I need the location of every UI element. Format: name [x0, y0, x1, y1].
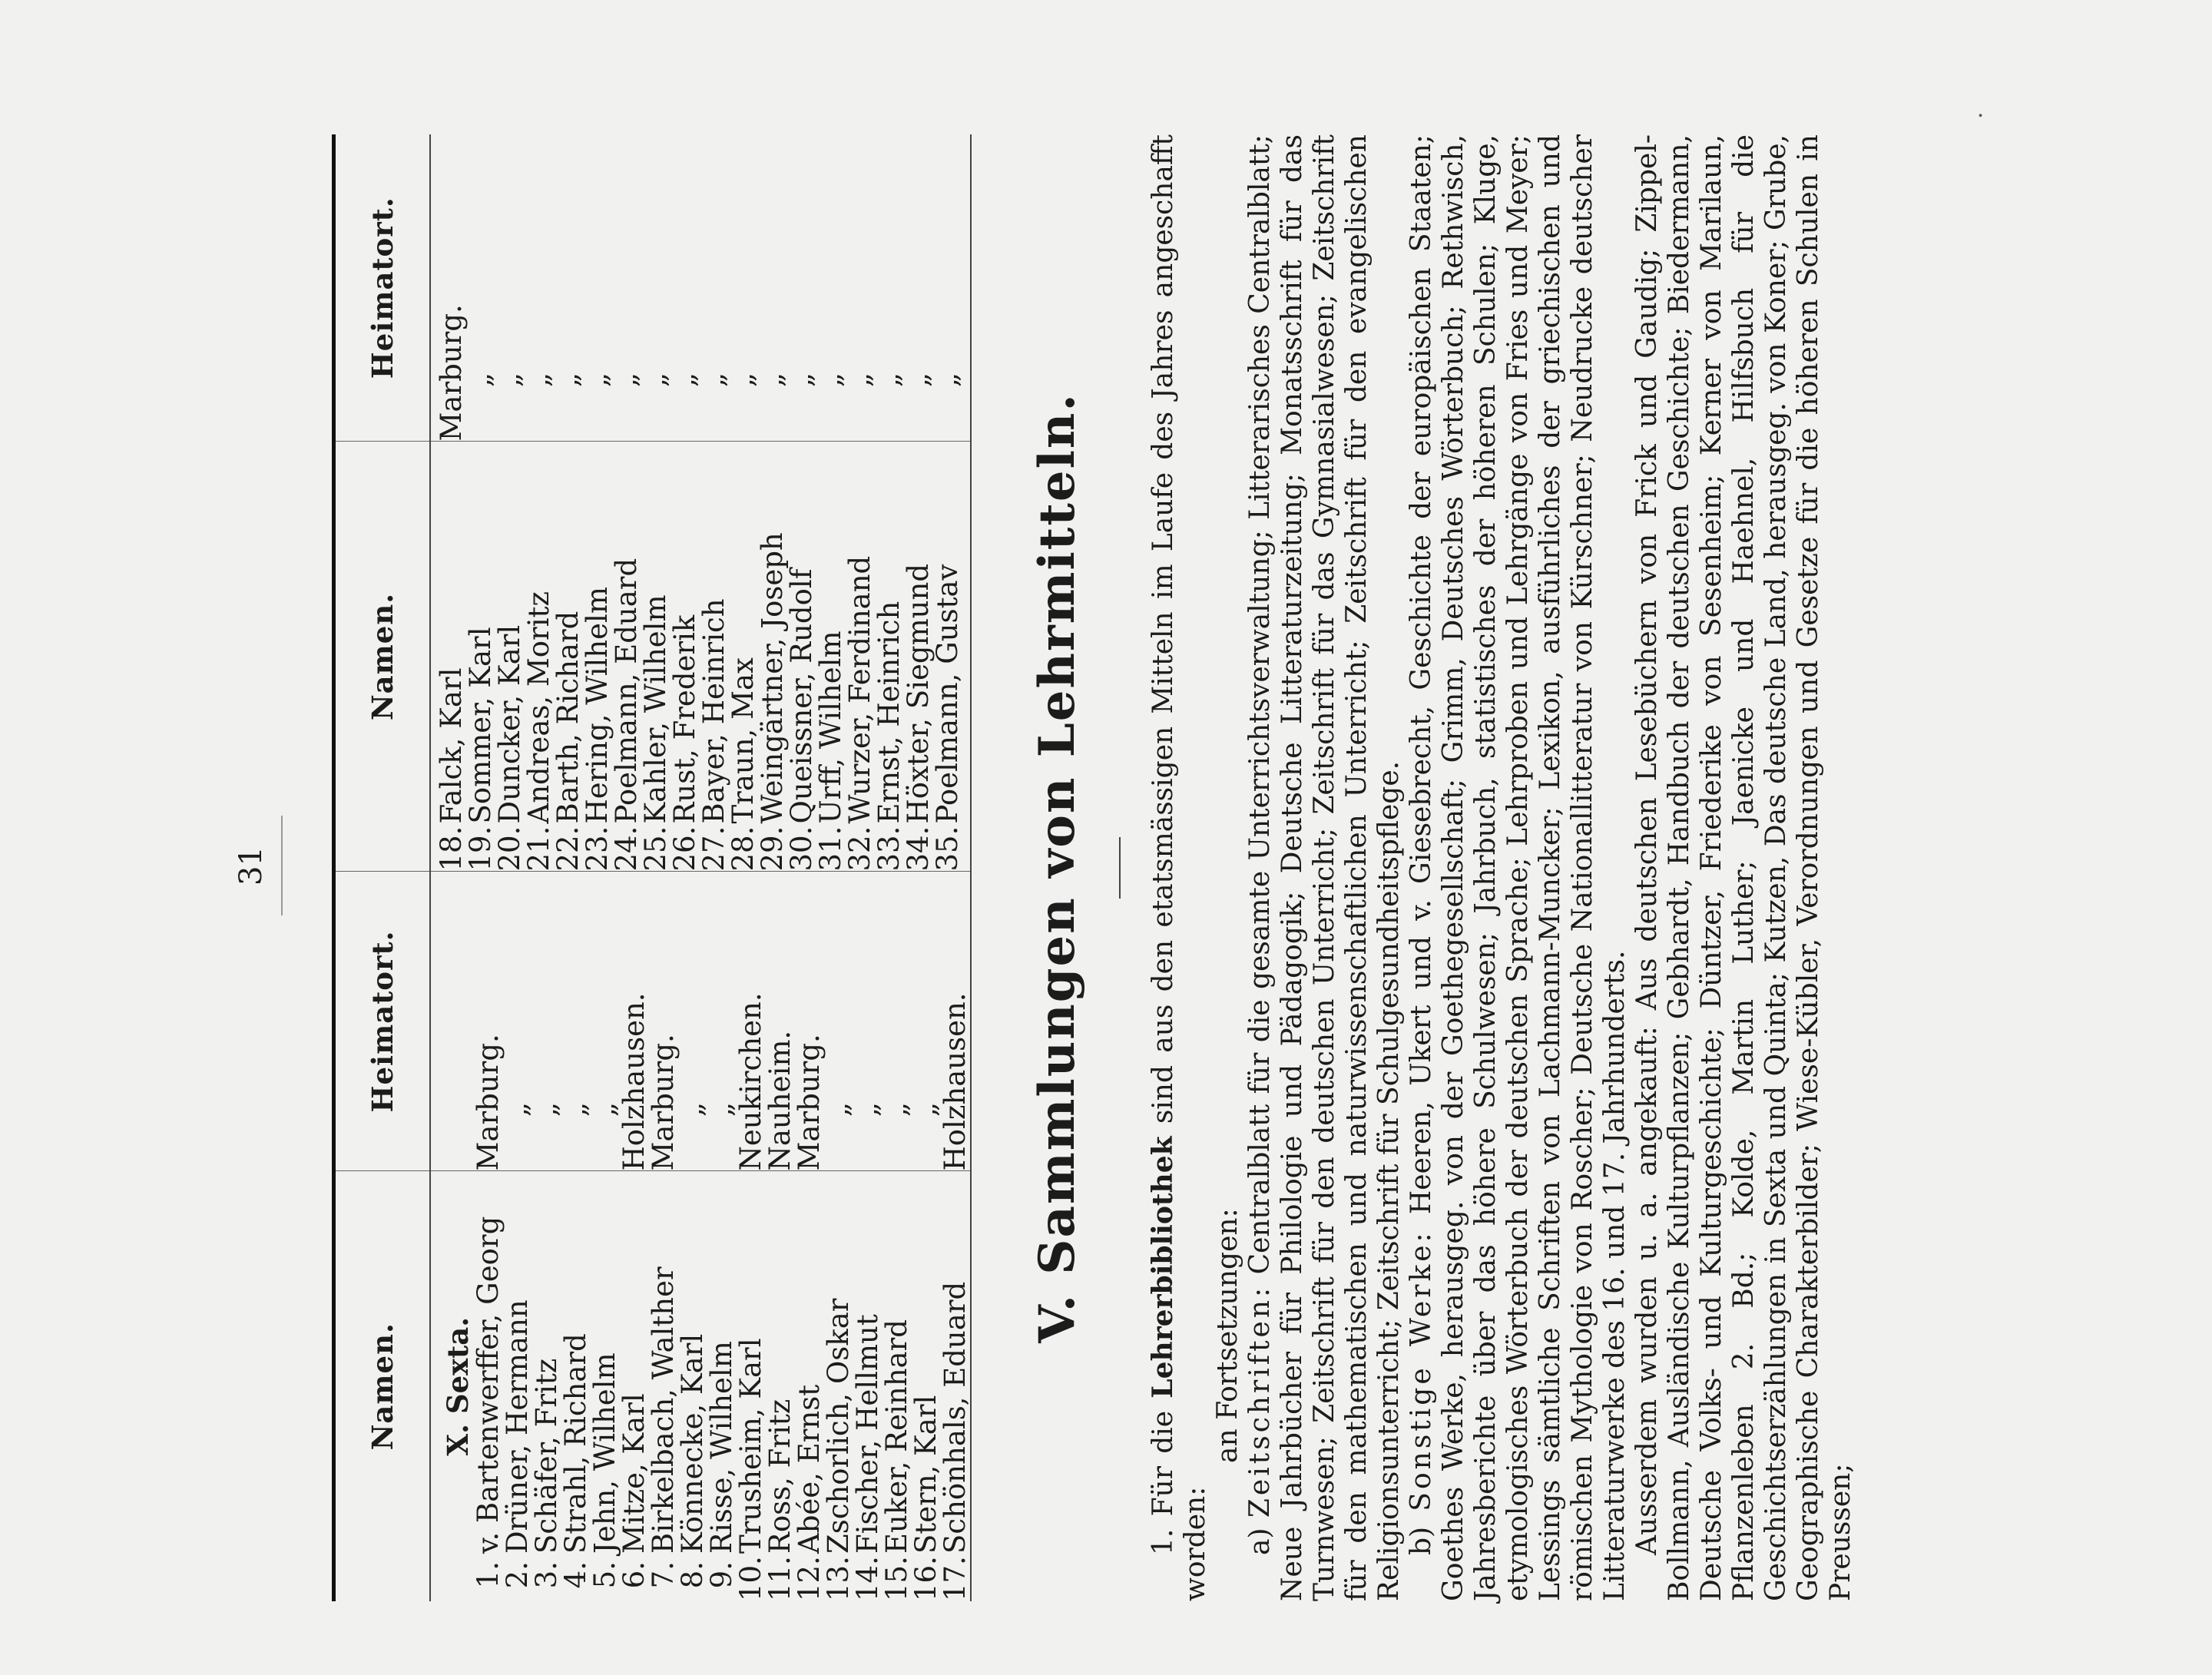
student-name: Duncker, Karl [493, 624, 526, 824]
table-row-name [612, 442, 641, 872]
row-number: 30. [785, 826, 818, 872]
student-name: Falck, Karl [435, 667, 468, 824]
table-row-name [909, 1172, 942, 1602]
left-names-cell [430, 1171, 971, 1601]
table-row-hometown [668, 134, 701, 442]
table-row-name [763, 1172, 796, 1602]
table-row-hometown [561, 872, 591, 1171]
row-number: 9. [705, 1561, 738, 1589]
hometown: „ [880, 1101, 913, 1117]
table-row-name [437, 442, 466, 872]
table-row-name [824, 1172, 853, 1602]
header-home-right: Heimatort. [366, 197, 399, 379]
student-name: Abée, Ernst [793, 1384, 826, 1554]
table-row-hometown [843, 134, 876, 442]
row-number: 31. [814, 826, 847, 872]
table-row-hometown [795, 872, 824, 1171]
table-row-hometown [758, 134, 787, 442]
table-row-hometown [612, 134, 641, 442]
table-row-hometown [620, 872, 649, 1171]
table-row-hometown [816, 134, 846, 442]
student-name: Urff, Wilhelm [814, 631, 847, 824]
student-name: Andreas, Moritz [522, 591, 555, 824]
row-number: 15. [880, 1556, 913, 1601]
header-names-right: Namen. [334, 442, 431, 872]
row-number: 5. [588, 1561, 621, 1589]
table-row-name [522, 442, 555, 872]
row-number: 26. [668, 826, 701, 872]
row-number: 32. [843, 826, 876, 872]
right-home-cell [430, 134, 971, 442]
table-row-hometown [678, 872, 707, 1171]
table-row-name [875, 442, 904, 872]
table-row-hometown [787, 134, 816, 442]
paragraph-other-works: b) Sonstige Werke: Heeren, Ukert und v. Giesebrecht, Geschichte der europäischen Staaten; Goethes Werke, herausgeg. von der Goethegesellschaft; Grimm, Deutsches Wörterbuch; Rethwisch, Jahresberichte über das höhere Schulwesen; Jahrbuch, statistisches der höheren Schulen; Kluge, etymologisches Wörterbuch der deutschen Sprache; Lehrproben und Lehrgänge von Fries und Meyer; Lessings sämtliche Schriften von Lachmann-Muncker; Lexikon, ausführliches der griechischen und römischen Mythologie von Roscher; Deutsche Nationallitteratur von Kürschner; Neudrucke deutscher Litteraturwerke des 16. und 17. Jahrhunderts. [1406, 134, 1631, 1601]
table-row-name [474, 1172, 503, 1602]
table-row-hometown [729, 134, 758, 442]
table-row-name [561, 1172, 591, 1602]
page-number: 31 [233, 846, 269, 885]
continuations-subhead: an Fortsetzungen: [1212, 1208, 1243, 1463]
student-name: Traun, Max [727, 657, 760, 824]
table-row-hometown [583, 134, 612, 442]
table-row-hometown [649, 872, 678, 1171]
student-name: Weingärtner, Joseph [756, 532, 789, 824]
hometown: „ [843, 372, 876, 388]
table-row-name [882, 1172, 912, 1602]
row-number: 2. [501, 1561, 534, 1589]
row-number: 24. [610, 826, 643, 872]
table-row-hometown [474, 872, 503, 1171]
student-name: Hering, Wilhelm [581, 587, 614, 824]
hometown: Neukirchen. [734, 992, 767, 1171]
row-number: 19. [464, 826, 497, 872]
hometown: „ [705, 1101, 738, 1117]
row-number: 28. [727, 826, 760, 872]
table-row-hometown [503, 872, 532, 1171]
table-row-hometown [933, 134, 962, 442]
table-row-name [816, 442, 846, 872]
collections-section [1027, 134, 1857, 1601]
section-title: V. Sammlungen von Lehrmitteln. [1028, 392, 1086, 1343]
left-home-cell [430, 872, 971, 1171]
table-row-hometown [941, 872, 970, 1171]
table-row-hometown [495, 134, 525, 442]
row-number: 33. [873, 826, 906, 872]
table-row-name [941, 1172, 970, 1602]
student-name: Rust, Frederik [668, 614, 701, 824]
right-home-list [437, 134, 962, 442]
teacher-library-term: Lehrerbibliothek [1147, 1136, 1179, 1399]
hometown: „ [814, 372, 847, 388]
table-row-name [933, 442, 962, 872]
row-number: 27. [697, 826, 730, 872]
student-name: Ross, Fritz [763, 1399, 796, 1554]
table-row-name [787, 442, 816, 872]
student-name: Stern, Karl [909, 1395, 942, 1554]
table-row-name [466, 442, 495, 872]
hometown: „ [873, 372, 906, 388]
paragraph-teacher-library: 1. Für die Lehrerbibliothek sind aus den etatsmässigen Mitteln im Laufe des Jahres angeschafft worden: [1147, 134, 1211, 1601]
hometown: „ [851, 1101, 884, 1117]
row-number: 29. [756, 826, 789, 872]
table-row-name [583, 442, 612, 872]
table-row-hometown [466, 134, 495, 442]
hometown: Holzhausen. [618, 992, 651, 1171]
student-name: Ernst, Heinrich [873, 601, 906, 824]
student-name: Wurzer, Ferdinand [843, 555, 876, 824]
hometown: „ [676, 1101, 709, 1117]
student-name: Euker, Reinhard [880, 1319, 913, 1554]
table-row-name [551, 442, 584, 872]
student-name: Schäfer, Fritz [530, 1358, 563, 1554]
hometown: „ [501, 1101, 534, 1117]
row-number: 17. [939, 1556, 972, 1601]
student-name: Birkelbach, Walther [647, 1266, 680, 1554]
student-name: Zschorlich, Oskar [822, 1298, 855, 1554]
row-number: 4. [559, 1561, 592, 1589]
table-row-hometown [532, 872, 561, 1171]
student-name: v. Bartenwerffer, Georg [472, 1216, 505, 1554]
left-home-list [474, 872, 970, 1171]
hometown: Marburg. [472, 1034, 505, 1171]
hometown: „ [493, 372, 526, 388]
hometown: „ [785, 372, 818, 388]
student-name: Risse, Wilhelm [705, 1341, 738, 1554]
hometown: „ [581, 372, 614, 388]
table-row-name [668, 442, 701, 872]
row-number: 35. [931, 826, 964, 872]
hometown: „ [902, 372, 935, 388]
table-row-name [532, 1172, 561, 1602]
row-number: 14. [851, 1556, 884, 1601]
table-row-hometown [734, 872, 767, 1171]
hometown: „ [464, 372, 497, 388]
student-name: Queissner, Rudolf [785, 568, 818, 824]
table-row-hometown [707, 872, 737, 1171]
table-row-name [588, 1172, 621, 1602]
table-row-name [649, 1172, 678, 1602]
student-register-table [332, 134, 972, 1601]
table-row-name [795, 1172, 824, 1602]
student-name: Höxter, Siegmund [902, 563, 935, 824]
row-number: 8. [676, 1561, 709, 1589]
row-number: 20. [493, 826, 526, 872]
hometown: „ [588, 1101, 621, 1117]
student-name: Strahl, Richard [559, 1333, 592, 1554]
hometown: „ [668, 372, 701, 388]
row-number: 23. [581, 826, 614, 872]
hometown: Nauheim. [763, 1030, 796, 1171]
header-home-left: Heimatort. [334, 872, 431, 1171]
hometown: Marburg. [647, 1034, 680, 1171]
table-row-hometown [522, 134, 555, 442]
table-row-hometown [875, 134, 904, 442]
row-number: 16. [909, 1556, 942, 1601]
table-row-hometown [588, 872, 621, 1171]
student-name: Poelmann, Gustav [931, 564, 964, 824]
table-row-name [620, 1172, 649, 1602]
hometown: „ [522, 372, 555, 388]
hometown: „ [756, 372, 789, 388]
student-name: Jehn, Wilhelm [588, 1352, 621, 1554]
table-row-name [758, 442, 787, 872]
student-name: Poelmann, Eduard [610, 558, 643, 824]
row-number: 6. [618, 1561, 651, 1589]
hometown: „ [530, 1101, 563, 1117]
table-row-hometown [437, 134, 466, 442]
header-names-left: Namen. [334, 1171, 431, 1601]
paragraph-periodicals: a) Zeitschriften: Centralblatt für die gesamte Unterrichtsverwaltung; Litterarisches Centralblatt; Neue Jahrbücher für Philologie und Pädagogik; Deutsche Litteraturzeitung; Monatsschrift für das Turnwesen; Zeitschrift für den deutschen Unterricht; Zeitschrift für das Gymnasialwesen; Zeitschrift für den mathematischen und naturwissenschaftlichen Unterricht; Zeitschrift für den evangelischen Religionsunterricht; Zeitschrift für Schulgesundheitspflege. [1244, 134, 1405, 1601]
student-name: Barth, Richard [551, 611, 584, 824]
table-row-name [503, 1172, 532, 1602]
row-number: 11. [763, 1556, 796, 1601]
row-number: 10. [734, 1556, 767, 1601]
student-name: Bayer, Heinrich [697, 598, 730, 824]
student-name: Kahler, Wilhelm [639, 594, 672, 824]
table-row-hometown [853, 872, 882, 1171]
hometown: „ [727, 372, 760, 388]
table-row-name [697, 442, 730, 872]
other-works-heading: Sonstige Werke: [1406, 1230, 1437, 1511]
row-number: 25. [639, 826, 672, 872]
table-row-hometown [551, 134, 584, 442]
hometown: Marburg. [793, 1034, 826, 1171]
table-row-name [495, 442, 525, 872]
hometown: „ [822, 1101, 855, 1117]
hometown: Marburg. [435, 304, 468, 442]
row-number: 3. [530, 1561, 563, 1589]
hometown: „ [931, 372, 964, 388]
table-row-name [853, 1172, 882, 1602]
table-row-hometown [641, 134, 671, 442]
hometown: „ [610, 372, 643, 388]
scan-mark: · [1968, 111, 1995, 119]
row-number: 18. [435, 826, 468, 872]
hometown: „ [697, 372, 730, 388]
table-row-hometown [763, 872, 796, 1171]
row-number: 34. [902, 826, 935, 872]
student-name: Könnecke, Karl [676, 1333, 709, 1554]
page-number-rule [281, 816, 283, 915]
title-rule [1119, 837, 1121, 899]
paragraph-purchases: Ausserdem wurden u. a. angekauft: Aus deutschen Lesebüchern von Frick und Gaudig; Zippel-Bollmann, Ausländische Kulturpflanzen; Gebhardt, Handbuch der deutschen Geschichte; Biedermann, Deutsche Volks- und Kulturgeschichte; Düntzer, Friederike von Sesenheim; Kerner von Marilaun, Pflanzenleben 2. Bd.; Kolde, Martin Luther; Jaenicke und Haehnel, Hilfsbuch für die Geschichtserzählungen in Sexta und Quinta; Kutzen, Das deutsche Land, herausgeg. von Koner; Grube, Geographische Charakterbilder; Wiese-Kübler, Verordnungen und Gesetze für die höheren Schulen in Preussen; [1631, 134, 1856, 1601]
hometown: „ [909, 1101, 942, 1117]
table-row-name [904, 442, 933, 872]
student-name: Mitze, Karl [618, 1393, 651, 1554]
student-name: Fischer, Hellmut [851, 1314, 884, 1554]
student-name: Drüner, Hermann [501, 1299, 534, 1554]
table-row-name [843, 442, 876, 872]
right-name-list [437, 442, 962, 872]
student-name: Sommer, Karl [464, 627, 497, 824]
left-name-list [474, 1172, 970, 1602]
right-names-cell [430, 442, 971, 872]
hometown: „ [559, 1101, 592, 1117]
table-row-name [641, 442, 671, 872]
student-name: Schönhals, Eduard [939, 1281, 972, 1554]
row-number: 13. [822, 1556, 855, 1601]
rotated-page-content [224, 108, 2000, 1624]
table-row-hometown [882, 872, 912, 1171]
class-label: X. Sexta. [441, 1316, 475, 1456]
student-name: Trusheim, Karl [734, 1338, 767, 1554]
table-row-name [729, 442, 758, 872]
table-row-name [678, 1172, 707, 1602]
table-row-name [707, 1172, 737, 1602]
table-row-hometown [697, 134, 730, 442]
hometown: „ [639, 372, 672, 388]
periodicals-heading: Zeitschriften: [1244, 1284, 1276, 1518]
row-number: 12. [793, 1556, 826, 1601]
table-row-hometown [824, 872, 853, 1171]
table-row-hometown [909, 872, 942, 1171]
table-row-name [734, 1172, 767, 1602]
table-row-hometown [904, 134, 933, 442]
row-number: 1. [472, 1561, 505, 1589]
hometown: Holzhausen. [939, 992, 972, 1171]
row-number: 22. [551, 826, 584, 872]
row-number: 21. [522, 826, 555, 872]
row-number: 7. [647, 1561, 680, 1589]
hometown: „ [551, 372, 584, 388]
